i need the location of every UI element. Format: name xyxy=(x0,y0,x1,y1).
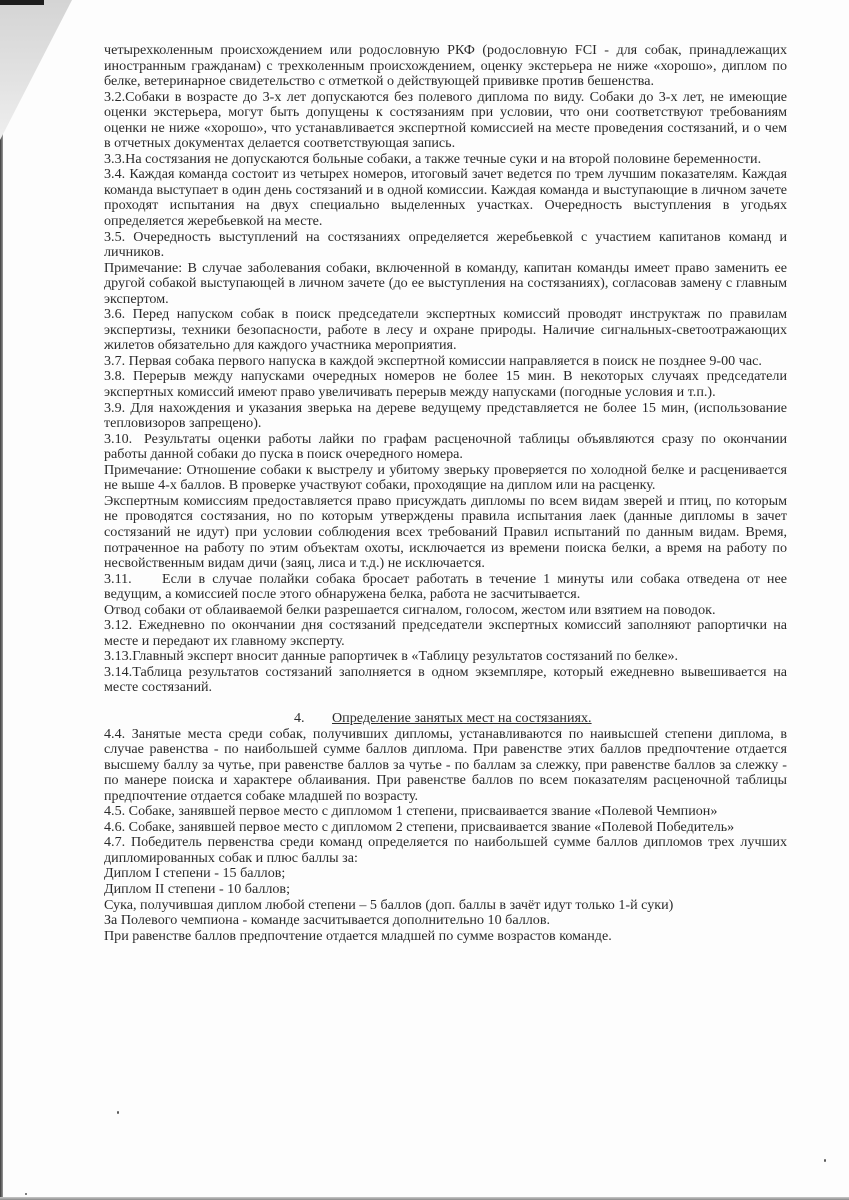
points-item: При равенстве баллов предпочтение отдается младшей по сумме возрастов команде. xyxy=(104,927,612,944)
paragraph-3-10-note: Примечание: Отношение собаки к выстрелу и убитому зверьку проверяется по холодной белке и расценивается не выше 4-х баллов. В проверке участвуют собаки, проходящие на диплом или на расценку. xyxy=(104,461,787,494)
scan-left-edge xyxy=(0,0,3,1200)
section-number: 4. xyxy=(294,709,305,726)
paragraph-3-2: 3.2.Собаки в возрасте до 3-х лет допускаются без полевого диплома по виду. Собаки до 3-х лет, не имеющие оценки экстерьера, могут быть допущены к состязаниям при условии, что они соответствуют требованиям оценки не ниже «хорошо», что устанавливается экспертной комиссией на месте проведения состязаний, и о чем в отчетных документах делается соответствующая запись. xyxy=(104,88,787,152)
points-item: Диплом I степени - 15 баллов; xyxy=(104,865,286,882)
paragraph-3-4: 3.4. Каждая команда состоит из четырех номеров, итоговый зачет ведется по трем лучшим показателям. Каждая команда выступает в один день состязаний и в одной комиссии. Каждая команда и выступающие в личном зачете проходят испытания на двух специально выделенных участках. Очередность выступления в угодьях определяется жеребьевкой на месте. xyxy=(104,166,787,230)
section-4-heading xyxy=(104,711,787,727)
paragraph-3-3: 3.3.На состязания не допускаются больные собаки, а также течные суки и на второй половине беременности. xyxy=(104,150,762,167)
paragraph-3-8: 3.8. Перерыв между напусками очередных номеров не более 15 мин. В некоторых случаях председатели экспертных комиссий имеют право увеличивать перерыв между напусками (погодные условия и т.п.). xyxy=(104,368,787,401)
paragraph-3-10-note-2: Экспертным комиссиям предоставляется право присуждать дипломы по всем видам зверей и птиц, по которым не проводятся состязания, но по которым утверждены правила испытания лаек (данные дипломы в зачет состязаний не идут) при условии соблюдения всех требований Правил испытаний по данным видам. Время, потраченное на работу по этим объектам охоты, исключается из времени поиска белки, а время на работу по несвойственным видам дичи (заяц, лиса и т.д.) не исключается. xyxy=(104,492,787,572)
paragraph-3-11 xyxy=(104,572,787,603)
paragraph-3-13: 3.13.Главный эксперт вносит данные рапортичек в «Таблицу результатов состязаний по белке». xyxy=(104,648,679,665)
points-item: За Полевого чемпиона - команде засчитывается дополнительно 10 баллов. xyxy=(104,912,550,929)
scan-corner-shadow xyxy=(0,0,72,140)
paragraph-4-4: 4.4. Занятые места среди собак, получивших дипломы, устанавливаются по наивысшей степени диплома, в случае равенства - по наибольшей сумме баллов диплома. При равенстве этих баллов предпочтение отдается высшему баллу за чутье, при равенстве баллов за чутье - по баллам за слежку, при равенстве баллов за слежку - по манере поиска и характере облаивания. При равенстве баллов по всем показателям расценочной таблицы предпочтение отдается собаке младшей по возрасту. xyxy=(104,725,787,804)
paragraph-3-1-continued: четырехколенным происхождением или родословную РКФ (родословную FCI - для собак, принадлежащих иностранным гражданам) с трехколенным происхождением, оценку экстерьера не ниже «хорошо», диплом по белке, ветеринарное свидетельство с отметкой о действующей прививке против бешенства. xyxy=(104,42,787,90)
section-title: Определение занятых мест на состязаниях. xyxy=(332,709,592,726)
points-item: Диплом II степени - 10 баллов; xyxy=(104,880,291,897)
paragraph-3-7: 3.7. Первая собака первого напуска в каждой экспертной комиссии направляется в поиск не позднее 9-00 час. xyxy=(104,352,762,369)
paragraph-text: Результаты оценки работы лайки по графам расценочной таблицы объявляются сразу по окончании работы данной собаки до пуска в поиск очередного номера. xyxy=(104,430,787,463)
scan-speck xyxy=(25,1193,27,1195)
scan-corner-dark xyxy=(0,0,44,5)
scan-speck xyxy=(117,1111,119,1114)
paragraph-text: Если в случае полайки собака бросает работать в течение 1 минуты или собака отведена от нее ведущим, а комиссией после этого обнаружена белка, работа не засчитывается. xyxy=(104,570,787,603)
paragraph-number: 3.11. xyxy=(104,570,132,587)
paragraph-3-12: 3.12. Ежедневно по окончании дня состязаний председатели экспертных комиссий заполняют рапортички на месте и передают их главному эксперту. xyxy=(104,617,787,649)
paragraph-number: 3.10. xyxy=(104,430,133,447)
document-page xyxy=(104,43,787,944)
paragraph-3-14: 3.14.Таблица результатов состязаний заполняется в одном экземпляре, который ежедневно вывешивается на месте состязаний. xyxy=(104,663,787,696)
paragraph-3-9: 3.9. Для нахождения и указания зверька на дереве ведущему представляется не более 15 мин, (использование тепловизоров запрещено). xyxy=(104,399,787,432)
paragraph-3-5: 3.5. Очередность выступлений на состязаниях определяется жеребьевкой с участием капитанов команд и личников. xyxy=(104,228,787,261)
paragraph-3-6: 3.6. Перед напуском собак в поиск председатели экспертных комиссий проводят инструктаж по правилам экспертизы, техники безопасности, работе в лесу и охране природы. Наличие сигнальных-светоотражающих жилетов обязательно для каждого участника мероприятия. xyxy=(104,306,787,354)
paragraph-4-6: 4.6. Собаке, занявшей первое место с дипломом 2 степени, присваивается звание «Полевой Победитель» xyxy=(104,818,735,835)
scan-speck xyxy=(824,1159,826,1162)
paragraph-4-5: 4.5. Собаке, занявшей первое место с дипломом 1 степени, присваивается звание «Полевой Чемпион» xyxy=(104,803,718,820)
paragraph-3-5-note: Примечание: В случае заболевания собаки, включенной в команду, капитан команды имеет право заменить ее другой собакой выступающей в личном зачете (до ее выступления на состязаниях), согласовав замену с главным экспертом. xyxy=(104,259,787,307)
paragraph-4-7: 4.7. Победитель первенства среди команд определяется по наибольшей сумме баллов дипломов трех лучших дипломированных собак и плюс баллы за: xyxy=(104,834,787,866)
points-item: Сука, получившая диплом любой степени – 5 баллов (доп. баллы в зачёт идут только 1-й суки) xyxy=(104,896,674,913)
paragraph-3-10 xyxy=(104,432,787,463)
paragraph-3-11-b: Отвод собаки от облаиваемой белки разрешается сигналом, голосом, жестом или взятием на поводок. xyxy=(104,601,716,618)
